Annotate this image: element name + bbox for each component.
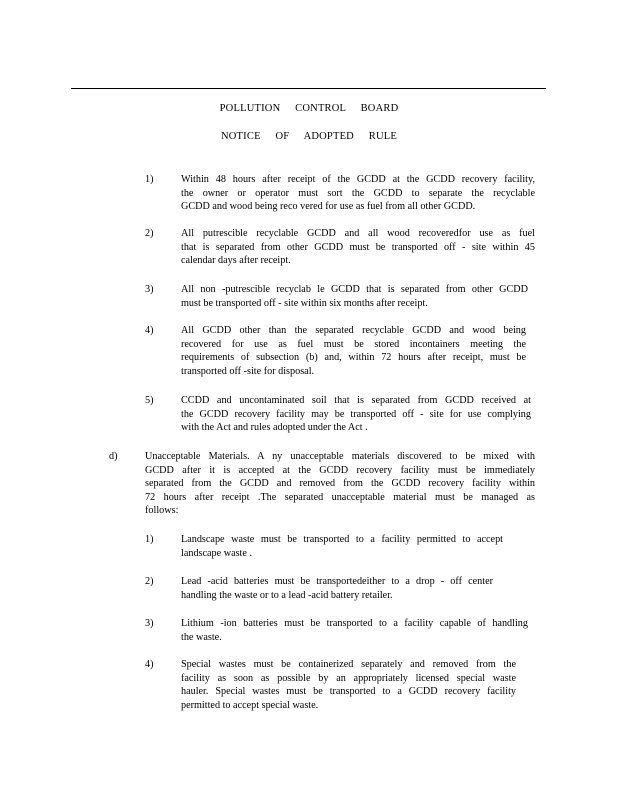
text-line: recovered for use as fuel must be stored incontainers meeting the [181,338,526,350]
text-line: 72 hours after receipt .The separated unacceptable material must be managed as [145,491,535,503]
item-number: 4) [145,325,154,336]
text-line: Within 48 hours after receipt of the GCDD at the GCDD recovery facility, [181,174,535,185]
item-text [181,617,528,644]
item-text [181,227,535,268]
text-line: All putrescible recyclable GCDD and all wood recoveredfor use as fuel [181,228,535,239]
text-line: landscape waste . [181,547,252,559]
item-text [181,394,531,435]
item-text [181,324,526,378]
item-number: 4) [145,659,154,670]
text-line: Unacceptable Materials. A ny unacceptable materials discovered to be mixed with [145,451,535,462]
text-line: the GCDD recovery facility may be transported off - site for use complying [181,408,531,420]
text-line: Lead -acid batteries must be transportedeither to a drop - off center [181,576,493,587]
text-line: hauler. Special wastes must be transported to a GCDD recovery facility [181,686,516,698]
item-number: 5) [145,395,154,406]
text-line: with the Act and rules adopted under the Act . [181,422,368,434]
text-line: handling the waste or to a lead -acid battery retailer. [181,589,393,601]
item-number: 1) [145,534,154,545]
text-line: facility as soon as possible by an appropriately licensed special waste [181,672,516,684]
section-text [145,450,535,518]
item-text [181,533,503,560]
text-line: follows: [145,505,179,517]
item-number: 2) [145,576,154,587]
top-rule [71,88,546,89]
item-number: 1) [145,174,154,185]
section-label: d) [109,451,118,462]
text-line: Special wastes must be containerized separately and removed from the [181,659,516,670]
text-line: All non -putrescible recyclab le GCDD that is separated from other GCDD [181,284,528,295]
text-line: the owner or operator must sort the GCDD to separate the recyclable [181,187,535,199]
text-line: requirements of subsection (b) and, within 72 hours after receipt, must be [181,352,526,364]
text-line: permitted to accept special waste. [181,699,319,711]
text-line: the waste. [181,631,222,643]
board-title: POLLUTION CONTROL BOARD [219,103,399,114]
item-number: 3) [145,284,154,295]
item-text [181,173,535,214]
text-line: GCDD after it is accepted at the GCDD recovery facility must be immediately [145,464,535,476]
item-number: 3) [145,618,154,629]
item-number: 2) [145,228,154,239]
item-text [181,283,528,310]
text-line: separated from the GCDD and removed from the GCDD recovery facility within [145,478,535,490]
text-line: that is separated from other GCDD must be transported off - site within 45 [181,241,535,253]
text-line: must be transported off - site within six months after receipt. [181,297,428,309]
item-text [181,658,516,712]
text-line: Lithium -ion batteries must be transported to a facility capable of handling [181,618,528,629]
notice-title: NOTICE OF ADOPTED RULE [220,131,398,142]
text-line: All GCDD other than the separated recyclable GCDD and wood being [181,325,526,336]
text-line: calendar days after receipt. [181,255,291,267]
item-text [181,575,493,602]
text-line: transported off -site for disposal. [181,365,315,377]
text-line: Landscape waste must be transported to a facility permitted to accept [181,534,503,545]
text-line: CCDD and uncontaminated soil that is separated from GCDD received at [181,395,531,406]
text-line: GCDD and wood being reco vered for use as fuel from all other GCDD. [181,201,476,213]
